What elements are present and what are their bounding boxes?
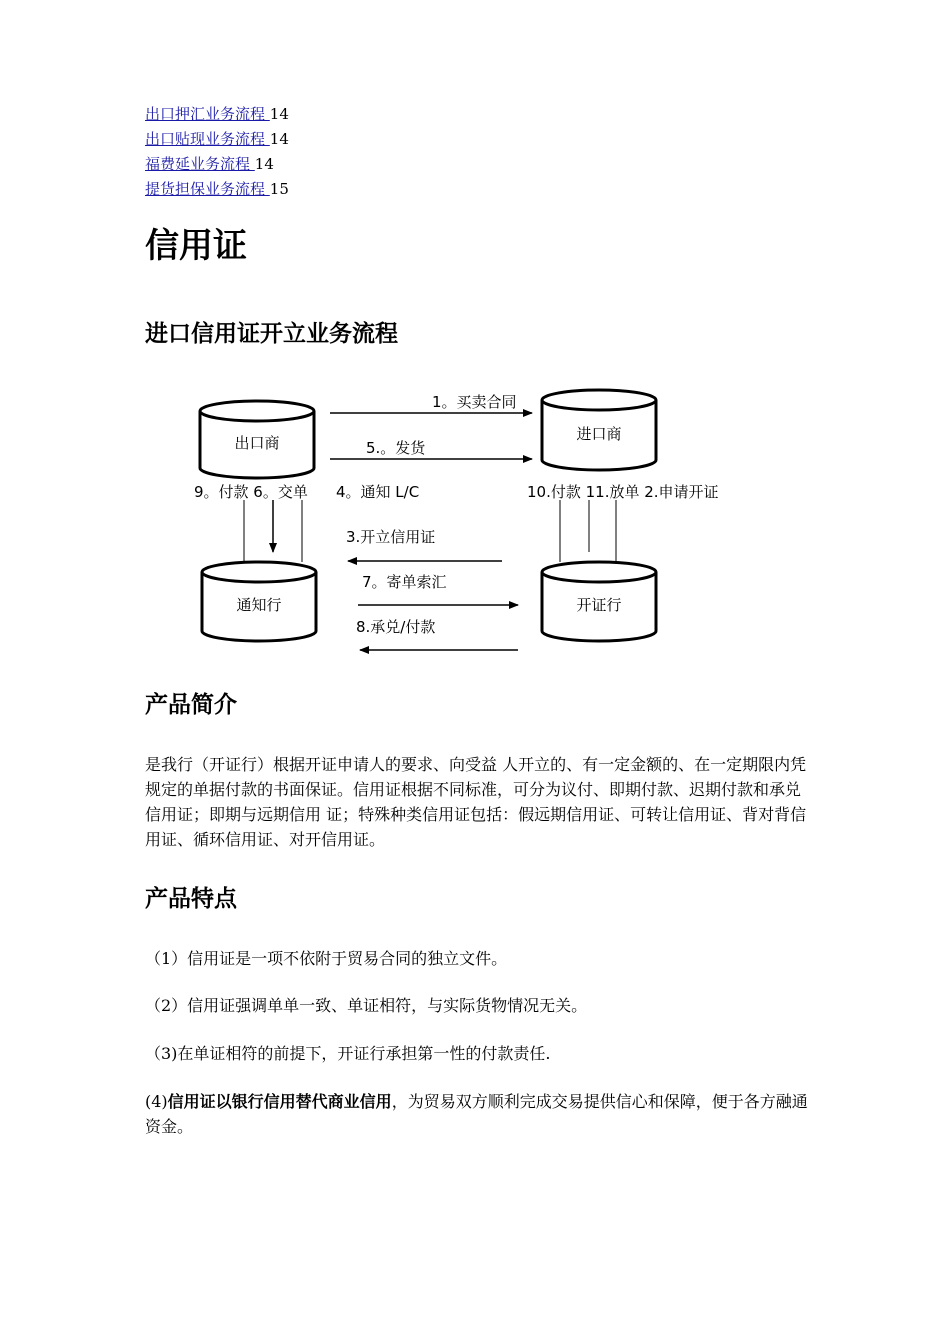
exporter-node xyxy=(200,401,314,478)
intro-paragraph: 是我行（开证行）根据开证申请人的要求、向受益 人开立的、有一定金额的、在一定期限内凭规定的单据付款的书面保证。信用证根据不同标准，可分为议付、即期付款、迟期付款和承兑信用证；即期与远期信用 证；特殊种类信用证包括：假远期信用证、可转让信用证、背对背信用证、循环信用证、对开信用证。 xyxy=(145,755,807,849)
section-heading-process: 进口信用证开立业务流程 xyxy=(145,321,398,347)
feature-item-1: （1）信用证是一项不依附于贸易合同的独立文件。 xyxy=(145,949,508,968)
toc-row xyxy=(145,127,289,152)
issuing-bank-node xyxy=(542,562,656,641)
step-label-10-11-2: 10.付款 11.放单 2.申请开证 xyxy=(527,483,719,501)
toc-page-number: 14 xyxy=(254,155,274,173)
step-label-5: 5.。发货 xyxy=(366,439,426,457)
importer-label: 进口商 xyxy=(576,425,622,443)
step-label-9-6: 9。付款 6。交单 xyxy=(194,483,308,501)
feature-item-4-prefix: (4) xyxy=(145,1092,168,1111)
toc-row xyxy=(145,152,289,177)
feature-item-4-rest: ，为贸易双方顺利完成交易提供信心和保障，便于各方融通资金。 xyxy=(145,1092,808,1136)
importer-node xyxy=(542,390,656,470)
feature-item-4 xyxy=(145,1089,815,1139)
step-label-4: 4。通知 L/C xyxy=(336,483,420,501)
feature-item-4-emphasis: 信用证以银行信用替代商业信用 xyxy=(167,1092,392,1111)
toc-link-forfaiting[interactable]: 福费延业务流程 xyxy=(145,155,255,173)
page-title: 信用证 xyxy=(145,226,247,266)
step-label-7: 7。寄单索汇 xyxy=(362,573,447,591)
feature-item-2: （2）信用证强调单单一致、单证相符，与实际货物情况无关。 xyxy=(145,996,588,1015)
toc-row xyxy=(145,177,289,202)
exporter-label: 出口商 xyxy=(234,434,280,452)
toc-page-number: 15 xyxy=(269,180,289,198)
toc-link-export-discount[interactable]: 出口贴现业务流程 xyxy=(145,130,270,148)
advising-bank-label: 通知行 xyxy=(236,596,282,614)
toc-link-delivery-guarantee[interactable]: 提货担保业务流程 xyxy=(145,180,270,198)
toc-page-number: 14 xyxy=(269,130,289,148)
section-heading-intro: 产品简介 xyxy=(145,692,237,718)
step-label-8: 8.承兑/付款 xyxy=(356,618,436,636)
issuing-bank-label: 开证行 xyxy=(576,596,622,614)
section-heading-features: 产品特点 xyxy=(145,886,237,912)
toc-row xyxy=(145,102,289,127)
toc-link-export-bill[interactable]: 出口押汇业务流程 xyxy=(145,105,270,123)
step-label-1: 1。买卖合同 xyxy=(432,393,517,411)
advising-bank-node xyxy=(202,562,316,641)
process-diagram xyxy=(180,378,760,668)
process-diagram-svg xyxy=(180,378,760,668)
table-of-contents xyxy=(145,102,289,202)
toc-page-number: 14 xyxy=(269,105,289,123)
step-label-3: 3.开立信用证 xyxy=(346,528,436,546)
feature-item-3: （3)在单证相符的前提下，开证行承担第一性的付款责任. xyxy=(145,1044,551,1063)
